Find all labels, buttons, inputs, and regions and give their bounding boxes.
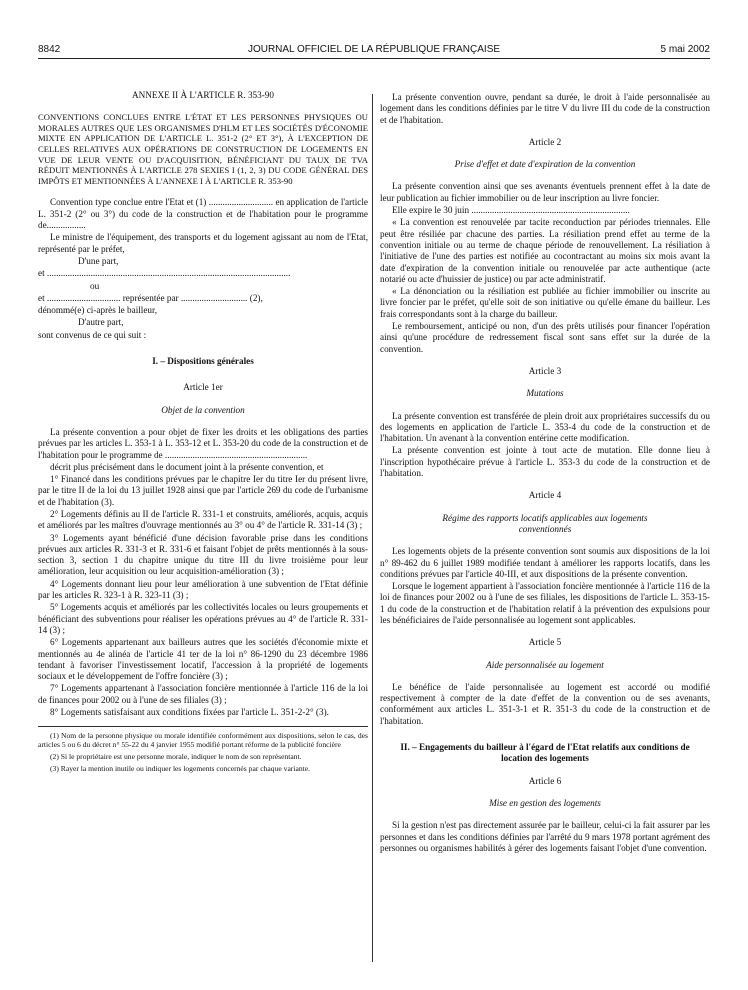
paragraph: La présente convention est jointe à tout acte de mutation. Elle donne lieu à l'inscription hypothécaire prévue à l'article L. 353-3 du code de la construction et de l'habitation. — [380, 445, 710, 479]
column-separator — [372, 94, 373, 962]
article-title: Article 6 — [528, 775, 562, 786]
annex-title: ANNEXE II À L'ARTICLE R. 353-90 — [132, 90, 274, 100]
footnote: (2) Si le propriétaire est une personne morale, indiquer le nom de son représentant. — [50, 752, 302, 762]
paragraph: D'autre part, — [78, 317, 124, 328]
article-title: Article 2 — [528, 136, 562, 147]
paragraph: sont convenus de ce qui suit : — [38, 329, 147, 340]
paragraph: 2° Logements définis au II de l'article R. 331-1 et construits, améliorés, acquis, acquis et améliorés par les maîtres d'ouvrage mentionnés au 3° ou 4° de l'article R. 331-14 (3) ; — [38, 508, 368, 531]
article-title: Article 1er — [183, 382, 223, 393]
paragraph: 5° Logements acquis et améliorés par les collectivités locales ou leurs groupements et bénéficiant des subventions pour réaliser les opérations prévues au 4° de l'article R. 331-14 (3) ; — [38, 602, 368, 635]
paragraph: Elle expire le 30 juin ..................................................................... — [392, 205, 630, 216]
paragraph: Le remboursement, anticipé ou non, d'un des prêts utilisés pour financer l'opération ainsi qu'une procédure de redressement fiscal sont sans effet sur la durée de la convention. — [380, 321, 710, 354]
paragraph: 3° Logements ayant bénéficié d'une décision favorable prise dans les conditions prévues aux articles R. 331-3 et R. 331-6 et faisant l'objet de prêts mentionnés à la sous-section 3, section 1 du chapitre unique du titre III du livre troisième pour leur amélioration, leur acquisition ou leur acquisition-amélioration (3) ; — [38, 532, 368, 577]
paragraph: « La dénonciation ou la résiliation est publiée au fichier immobilier ou inscrite au livre foncier par le préfet, qu'elle soit de son initiative ou qu'elle émane du bailleur. Les frais correspondants sont à la charge du bailleur. — [380, 286, 710, 319]
article-subtitle: Aide personnalisée au logement — [486, 659, 604, 670]
paragraph: Le ministre de l'équipement, des transports et du logement agissant au nom de l'Etat, représenté par le préfet, — [38, 232, 368, 254]
paragraph: La présente convention est transférée de plein droit aux propriétaires successifs du ou des logements en application de l'article L. 353-4 du code de la construction et de l'habitation. Un avenant à la convention entérine cette modification. — [380, 410, 710, 444]
paragraph: et ................................ représentée par ............................. (2), — [38, 292, 263, 303]
paragraph: Les logements objets de la présente convention sont soumis aux dispositions de la loi n° 89-462 du 6 juillet 1989 modifiée tendant à améliorer les rapports locatifs, dans les conditions prévues par l'article 40-III, et aux dispositions de la présente convention. — [380, 546, 710, 579]
header-rule — [38, 58, 710, 59]
left-column — [38, 90, 368, 776]
paragraph: La présente convention a pour objet de fixer les droits et les obligations des parties prévues par les articles L. 353-1 à L. 353-12 et L. 353-20 du code de la construction et de l'habitation pour le programme de .............................................................. — [38, 426, 368, 460]
section-heading: I. – Dispositions générales — [152, 356, 254, 367]
paragraph: La présente convention ainsi que ses avenants éventuels prennent effet à la date de leur publication au fichier immobilier ou de leur inscription au livre foncier. — [380, 181, 710, 203]
article-subtitle: Objet de la convention — [161, 404, 245, 415]
article-subtitle: Mutations — [526, 388, 564, 399]
paragraph: dénommé(e) ci-après le bailleur, — [38, 305, 158, 316]
paragraph: 1° Financé dans les conditions prévues par le chapitre Ier du titre Ier du présent livre, par le titre II de la loi du 13 juillet 1928 ainsi que par l'article 269 du code de l'urbanisme et de l'habitation (3). — [38, 474, 368, 507]
paragraph: décrit plus précisément dans le document joint à la présente convention, et — [50, 461, 324, 472]
paragraph: 4° Logements donnant lieu pour leur amélioration à une subvention de l'Etat définie par les articles R. 323-1 à R. 323-11 (3) ; — [38, 578, 368, 601]
paragraph: Le bénéfice de l'aide personnalisée au logement est accordé ou modifié respectivement à compter de la date d'effet de la convention ou de ses avenants, conformément aux articles L. 351-3-1 et R. 351-3 du code de la construction et de l'habitation. — [380, 681, 710, 726]
paragraph: 7° Logements appartenant à l'association foncière mentionnée à l'article 116 de la loi de finances pour 2002 ou à l'une de ses filiales (3) ; — [38, 683, 368, 705]
paragraph: ou — [90, 280, 100, 291]
page-number: 8842 — [38, 44, 61, 55]
right-column — [380, 92, 710, 855]
article-subtitle: Régime des rapports locatifs applicables aux logements conventionnés — [442, 512, 648, 534]
paragraph: La présente convention ouvre, pendant sa durée, le droit à l'aide personnalisée au logement dans les conditions définies par le titre V du livre III du code de la construction et de l'habitation. — [380, 92, 710, 125]
section-heading: II. – Engagements du bailleur à l'égard de l'Etat relatifs aux conditions de location des logements — [400, 742, 690, 764]
article-subtitle: Mise en gestion des logements — [489, 797, 601, 808]
issue-date: 5 mai 2002 — [660, 44, 710, 55]
paragraph: Lorsque le logement appartient à l'association foncière mentionnée à l'article 116 de la loi de finances pour 2002 ou à l'une de ses filiales, les dispositions de l'article L. 353-15-1 du code de la construction et de l'habitation relatif à la prévention des expulsions pour les bénéficiaires de l'aide personnalisée au logement sont applicables. — [380, 581, 710, 625]
page-header — [38, 44, 710, 58]
paragraph: 8° Logements satisfaisant aux conditions fixées par l'article L. 351-2-2° (3). — [50, 707, 329, 718]
paragraph: D'une part, — [78, 255, 119, 266]
journal-title: JOURNAL OFFICIEL DE LA RÉPUBLIQUE FRANÇAISE — [247, 44, 501, 55]
paragraph: 6° Logements appartenant aux bailleurs autres que les sociétés d'économie mixte et mentionnés au 4e alinéa de l'article 41 ter de la loi n° 86-1290 du 23 décembre 1986 tendant à favoriser l'investissement locatif, l'accession à la propriété de logements sociaux et le développement de l'offre foncière (3) ; — [38, 637, 368, 682]
article-title: Article 4 — [528, 490, 562, 501]
footnotes — [38, 726, 368, 773]
article-title: Article 5 — [528, 637, 562, 648]
footnote: (3) Rayer la mention inutile ou indiquer les logements concernés par chaque variante. — [50, 764, 310, 774]
paragraph: « La convention est renouvelée par tacite reconduction par périodes triennales. Elle peut être résiliée par chacune des parties. La résiliation prend effet au terme de la convention initiale ou au terme de chaque période de renouvellement. La résiliation à l'initiative de l'une des parties est notifiée au cocontractant au moins six mois avant la date d'expiration de la convention initiale ou renouvelée par acte authentique (acte notarié ou acte d'huissier de justice) ou par acte administratif. — [380, 217, 710, 284]
paragraph: Convention type conclue entre l'Etat et (1) ............................ en application de l'article L. 351-2 (2° ou 3°) du code de la construction et de l'habitation pour le programme de................. — [38, 197, 368, 231]
article-title: Article 3 — [528, 365, 562, 376]
paragraph: et .......................................................................................................... — [38, 268, 291, 279]
paragraph: Si la gestion n'est pas directement assurée par le bailleur, celui-ci la fait assurer par les personnes et dans les conditions définies par l'arrêté du 9 mars 1978 portant agrément des personnes ou organismes habilités à gérer des logements faisant l'objet d'une convention. — [380, 820, 710, 853]
footnote: (1) Nom de la personne physique ou morale identifiée conformément aux dispositions, selon le cas, des articles 5 ou 6 du décret n° 55-22 du 4 janvier 1955 modifié portant réforme de la publicité foncière — [38, 731, 368, 750]
article-subtitle: Prise d'effet et date d'expiration de la convention — [454, 159, 636, 170]
annex-caps-title: CONVENTIONS CONCLUES ENTRE L'ÉTAT ET LES PERSONNES PHYSIQUES OU MORALES AUTRES QUE LES ORGANISMES D'HLM ET LES SOCIÉTÉS D'ÉCONOMIE MIXTE EN APPLICATION DE L'ARTICLE L. 351-2 (2° ET 3°), À L'EXCEPTION DE CELLES RELATIVES AUX OPÉRATIONS DE CONSTRUCTION DE LOGEMENTS EN VUE DE LEUR VENTE OU D'ACQUISITION, BÉNÉFICIANT DU TAUX DE TVA RÉDUIT MENTIONNÉS À L'ARTICLE 278 SEXIES I (1, 2, 3) DU CODE GÉNÉRAL DES IMPÔTS ET MENTIONNÉES À L'ANNEXE I À L'ARTICLE R. 353-90 — [38, 112, 368, 186]
